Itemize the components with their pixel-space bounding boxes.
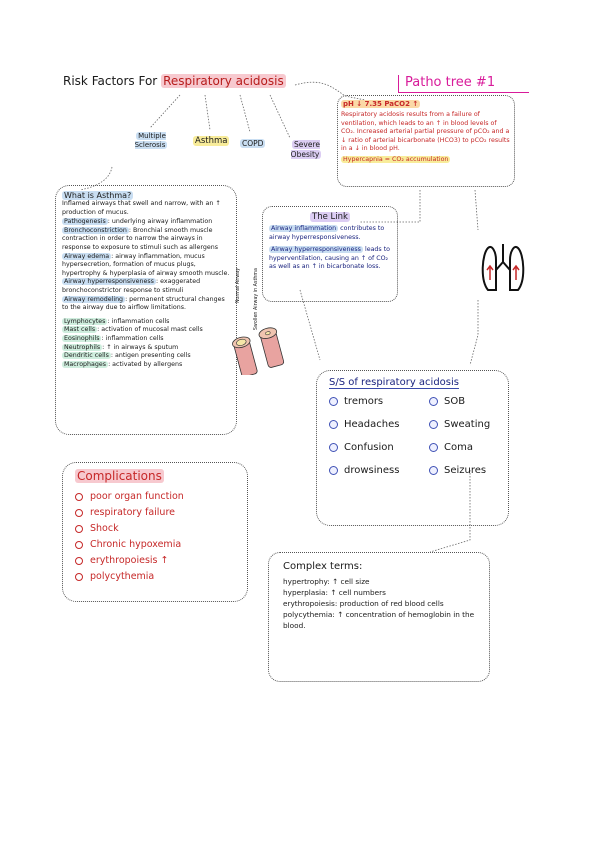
complication-item-0: poor organ function <box>75 489 235 505</box>
asthma-box <box>55 185 237 435</box>
ss-right-2: Coma <box>429 442 490 453</box>
ss-left-3: drowsiness <box>329 465 429 476</box>
ph-body: Respiratory acidosis results from a failure of ventilation, which leads to an ↑ in blood levels of CO₂. Increased arterial partial pressure of pCO₂ and a ↓ ratio of arterial bicarbonate (HCO3) to pCO₂ results in a ↓ in blood pH. <box>341 111 510 153</box>
airway-illustration <box>228 325 298 375</box>
ss-right-1: Sweating <box>429 419 490 430</box>
term-item-3: polycythemia: ↑ concentration of hemoglobin in the blood. <box>283 610 475 630</box>
ss-right-0: SOB <box>429 396 490 407</box>
term-item-0: hypertrophy: ↑ cell size <box>283 577 370 586</box>
complication-item-3: Chronic hypoxemia <box>75 537 235 553</box>
ss-right-3: Seizures <box>429 465 490 476</box>
ph-box <box>337 95 515 187</box>
patho-tree-label: Patho tree #1 <box>398 75 529 93</box>
risk-factor-copd: COPD <box>242 139 264 148</box>
complication-item-1: respiratory failure <box>75 505 235 521</box>
ss-left-1: Headaches <box>329 419 429 430</box>
page-title <box>63 74 286 88</box>
asthma-item-1: Bronchoconstriction : Bronchial smooth muscle contraction in order to narrow the airways in response to exposure to stimuli such as allergens <box>62 226 219 251</box>
cell-item-5: Macrophages : activated by allergens <box>64 360 183 368</box>
complication-item-2: Shock <box>75 521 235 537</box>
title-prefix: Risk Factors For <box>63 74 158 88</box>
cell-item-2: Eosinophils : inflammation cells <box>64 334 164 342</box>
ss-left-2: Confusion <box>329 442 429 453</box>
asthma-intro: Inflamed airways that swell and narrow, with an ↑ production of mucus. <box>62 200 221 216</box>
asthma-heading: What is Asthma? <box>64 191 132 200</box>
risk-factor-ms: Multiple Sclerosis <box>134 132 166 149</box>
title-highlight: Respiratory acidosis <box>163 74 284 88</box>
complex-terms-box <box>268 552 490 682</box>
asthma-item-3: Airway hyperresponsiveness : exaggerated bronchoconstrictor response to stimuli <box>62 278 201 294</box>
link-box <box>262 206 398 302</box>
complications-box <box>62 462 248 602</box>
term-item-1: hyperplasia: ↑ cell numbers <box>283 588 386 597</box>
ss-left-0: tremors <box>329 396 429 407</box>
cell-item-0: Lymphocytes : inflammation cells <box>64 317 170 325</box>
risk-factor-obesity: Severe Obesity <box>290 140 320 159</box>
complication-item-5: polycythemia <box>75 569 235 585</box>
ss-heading: S/S of respiratory acidosis <box>329 377 459 388</box>
complication-item-4: erythropoiesis ↑ <box>75 553 235 569</box>
complications-heading: Complications <box>77 469 162 483</box>
cell-item-4: Dendritic cells : antigen presenting cells <box>64 352 191 360</box>
complex-terms-heading: Complex terms: <box>283 561 363 572</box>
risk-factor-asthma: Asthma <box>195 136 228 146</box>
airway-label-normal: Normal Airway <box>236 268 241 304</box>
asthma-item-4: Airway remodeling : permanent structural changes to the airway due to airflow limitations. <box>62 295 225 312</box>
cell-item-1: Mast cells : activation of mucosal mast cells <box>64 326 203 334</box>
term-item-2: erythropoiesis: production of red blood cells <box>283 599 444 608</box>
airway-label-swollen: Swollen Airway in Asthma <box>254 268 259 331</box>
lungs-icon <box>478 240 528 298</box>
link-p1: Airway inflammation contributes to airway hyperresponsiveness. <box>269 225 385 241</box>
link-p2: Airway hyperresponsiveness leads to hyperventilation, causing an ↑ of CO₂ as well as an ↑ in bicarbonate loss. <box>269 246 391 271</box>
ss-box <box>316 370 509 526</box>
ph-header: pH ↓ 7.35 PaCO2 ↑ <box>343 100 419 108</box>
asthma-item-2: Airway edema : airway inflammation, mucus hypersecretion, formation of mucus plugs, hypertrophy & hyperplasia of airway smooth muscle. <box>62 252 230 277</box>
link-heading: The Link <box>312 212 348 222</box>
cell-item-3: Neutrophils : ↑ in airways & sputum <box>64 343 179 351</box>
asthma-item-0: Pathogenesis : underlying airway inflammation <box>64 218 213 226</box>
hypercapnia-note: Hypercapnia = CO₂ accumulation <box>343 155 449 163</box>
